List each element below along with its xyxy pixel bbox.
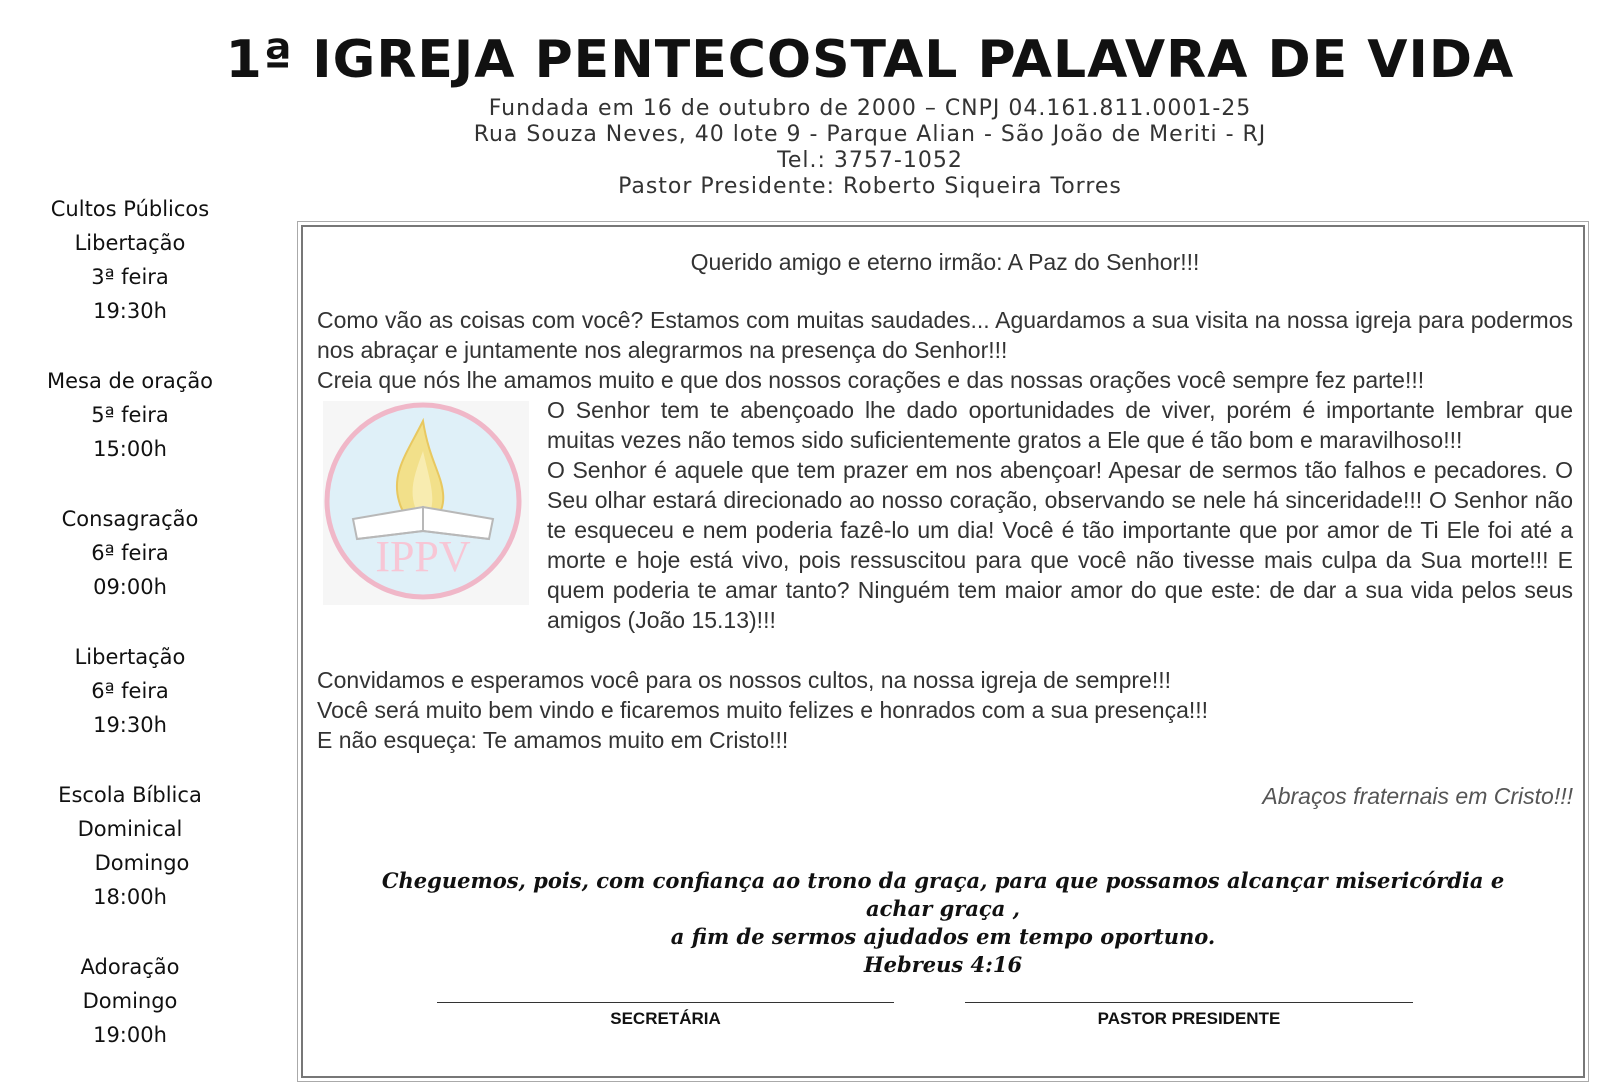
schedule-item	[20, 778, 240, 914]
verse-reference: Hebreus 4:16	[863, 952, 1023, 977]
verse-line: a fim de sermos ajudados em tempo oportuno.	[670, 924, 1216, 949]
schedule-time: 18:00h	[93, 885, 167, 909]
schedule-item	[20, 364, 240, 466]
founded-info: Fundada em 16 de outubro de 2000 – CNPJ 04.161.811.0001-25	[488, 96, 1252, 121]
letter-closing: Abraços fraternais em Cristo!!!	[1262, 783, 1573, 809]
schedule-time: 09:00h	[93, 575, 167, 599]
letter-body	[317, 247, 1573, 811]
schedule-item	[20, 950, 240, 1052]
schedule-time: 19:30h	[93, 713, 167, 737]
schedule-day: Domingo	[94, 851, 190, 875]
service-schedule	[20, 192, 240, 1052]
schedule-name: Cultos Públicos	[50, 197, 210, 221]
letter-paragraph: E não esqueça: Te amamos muito em Cristo!!!	[317, 727, 789, 753]
schedule-name-2: Dominical	[77, 817, 183, 841]
schedule-name-2: Libertação	[74, 231, 186, 255]
letter-paragraph: Convidamos e esperamos você para os nossos cultos, na nossa igreja de sempre!!!	[317, 667, 1171, 693]
letter-paragraph: Como vão as coisas com você? Estamos com muitas saudades... Aguardamos a sua visita na nossa igreja para podermos nos abraçar e juntamente nos alegrarmos na presença do Senhor!!!	[317, 307, 1573, 363]
logo-text: IPPV	[375, 532, 471, 581]
schedule-time: 15:00h	[93, 437, 167, 461]
schedule-item	[20, 640, 240, 742]
schedule-name: Mesa de oração	[46, 369, 214, 393]
schedule-time: 19:30h	[93, 299, 167, 323]
church-logo	[323, 401, 529, 605]
schedule-name: Escola Bíblica	[58, 783, 202, 807]
verse-line: Cheguemos, pois, com confiança ao trono da graça, para que possamos alcançar misericórdia e achar graça ,	[381, 868, 1505, 921]
schedule-time: 19:00h	[93, 1023, 167, 1047]
schedule-day: Domingo	[82, 989, 178, 1013]
phone: Tel.: 3757-1052	[777, 148, 963, 173]
schedule-day: 5ª feira	[91, 403, 169, 427]
letter-greeting: Querido amigo e eterno irmão: A Paz do Senhor!!!	[690, 249, 1200, 275]
schedule-day: 3ª feira	[91, 265, 169, 289]
schedule-name: Consagração	[61, 507, 199, 531]
signature-line-pastor	[965, 1002, 1413, 1003]
bible-verse	[363, 867, 1523, 979]
letter-paragraph: O Senhor é aquele que tem prazer em nos abençoar! Apesar de sermos tão falhos e pecadores. O Seu olhar estará direcionado ao nosso coração, observando se nele há sinceridade!!! O Senhor não te esqueceu e nem poderia fazê-lo um dia! Você é tão importante que por amor de Ti Ele foi até a morte e hoje está vivo, pois ressuscitou para que você não tivesse mais culpa da Sua morte!!! E quem poderia te amar tanto? Ninguém tem maior amor do que este: de dar a sua vida pelos seus amigos (João 15.13)!!!	[547, 457, 1573, 633]
schedule-item	[20, 192, 240, 328]
schedule-name: Libertação	[74, 645, 186, 669]
flame-bible-icon	[323, 401, 529, 605]
letter-paragraph: O Senhor tem te abençoado lhe dado oportunidades de viver, porém é importante lembrar que muitas vezes não temos sido suficientemente gratos a Ele que é tão bom e maravilhoso!!!	[547, 397, 1573, 453]
schedule-name: Adoração	[80, 955, 180, 979]
schedule-day: 6ª feira	[91, 679, 169, 703]
church-title: 1ª IGREJA PENTECOSTAL PALAVRA DE VIDA	[225, 30, 1515, 90]
letter-paragraph: Você será muito bem vindo e ficaremos muito felizes e honrados com a sua presença!!!	[317, 697, 1209, 723]
letter-paragraph: Creia que nós lhe amamos muito e que dos nossos corações e das nossas orações você sempre fez parte!!!	[317, 367, 1425, 393]
signature-label-secretary: SECRETÁRIA	[610, 1009, 721, 1028]
signature-label-pastor: PASTOR PRESIDENTE	[1097, 1009, 1281, 1028]
schedule-item	[20, 502, 240, 604]
signature-line-secretary	[437, 1002, 894, 1003]
letter-box	[301, 225, 1585, 1078]
schedule-day: 6ª feira	[91, 541, 169, 565]
address: Rua Souza Neves, 40 lote 9 - Parque Alian - São João de Meriti - RJ	[473, 122, 1267, 147]
pastor-name: Pastor Presidente: Roberto Siqueira Torres	[618, 174, 1122, 199]
